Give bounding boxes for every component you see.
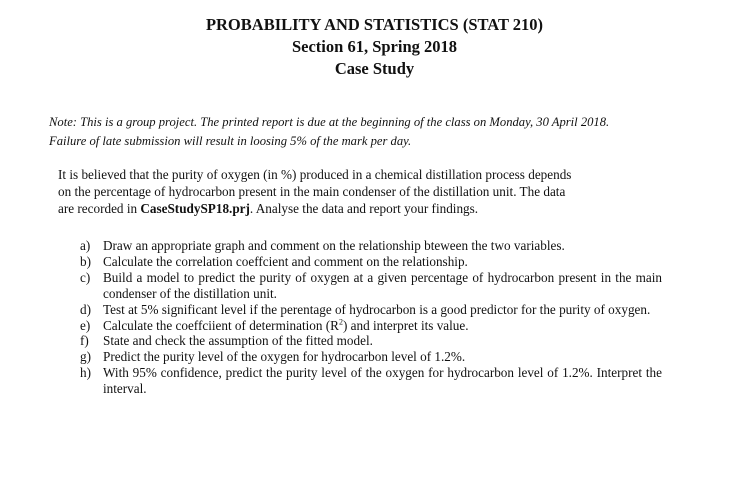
- task-text: Predict the purity level of the oxygen for hydrocarbon level of 1.2%.: [103, 349, 466, 365]
- task-letter: a): [80, 238, 91, 253]
- task-item-e: [80, 318, 680, 334]
- intro-line-1: It is believed that the purity of oxygen (in %) produced in a chemical distillation process depends: [58, 167, 572, 182]
- intro-line-2: on the percentage of hydrocarbon present in the main condenser of the distillation unit. The data: [58, 184, 566, 199]
- intro-line-3-end: . Analyse the data and report your findings.: [249, 201, 479, 216]
- data-file-name: CaseStudySP18.prj: [140, 201, 250, 216]
- task-item-b: [80, 254, 680, 270]
- task-text: State and check the assumption of the fitted model.: [103, 333, 373, 349]
- course-title: PROBABILITY AND STATISTICS (STAT 210): [205, 15, 544, 34]
- task-item-f: [80, 333, 680, 349]
- task-letter: e): [80, 317, 91, 333]
- task-text-start: Calculate the coeffciient of determination (R: [103, 317, 339, 333]
- task-text: [103, 318, 662, 334]
- task-item-c: [80, 270, 680, 302]
- task-text: Build a model to predict the purity of oxygen at a given percentage of hydrocarbon present in the main condenser of the distillation unit.: [103, 269, 662, 301]
- document-title: Case Study: [334, 59, 415, 78]
- note-line-1: Note: This is a group project. The printed report is due at the beginning of the class on Monday, 30 April 2018.: [49, 115, 610, 129]
- r-squared-superscript: 2: [338, 317, 343, 327]
- task-item-a: [80, 238, 680, 254]
- intro-line-3: [58, 200, 678, 217]
- task-text: With 95% confidence, predict the purity level of the oxygen for hydrocarbon level of 1.2%. Interpret the interval.: [103, 365, 662, 397]
- task-item-h: [80, 365, 680, 397]
- task-text: Calculate the correlation coeffcient and comment on the relationship.: [103, 253, 468, 269]
- section-info: Section 61, Spring 2018: [291, 37, 458, 56]
- task-letter: h): [80, 365, 91, 381]
- task-list: [80, 238, 680, 397]
- task-item-g: [80, 349, 680, 365]
- intro-line-3-start: are recorded in: [58, 201, 141, 216]
- task-letter: g): [80, 349, 91, 365]
- task-letter: f): [80, 333, 89, 349]
- task-letter: b): [80, 253, 91, 269]
- intro-paragraph: [58, 166, 678, 217]
- task-item-d: [80, 302, 680, 318]
- task-text-end: ) and interpret its value.: [342, 317, 469, 333]
- task-text: Test at 5% significant level if the perentage of hydrocarbon is a good predictor for the purity of oxygen.: [103, 301, 651, 317]
- task-text: Draw an appropriate graph and comment on the relationship bteween the two variables.: [103, 238, 565, 253]
- note-line-2: Failure of late submission will result in loosing 5% of the mark per day.: [49, 134, 412, 148]
- document-header: [0, 14, 749, 80]
- task-letter: c): [80, 269, 91, 285]
- task-letter: d): [80, 301, 91, 317]
- note-block: [49, 113, 699, 151]
